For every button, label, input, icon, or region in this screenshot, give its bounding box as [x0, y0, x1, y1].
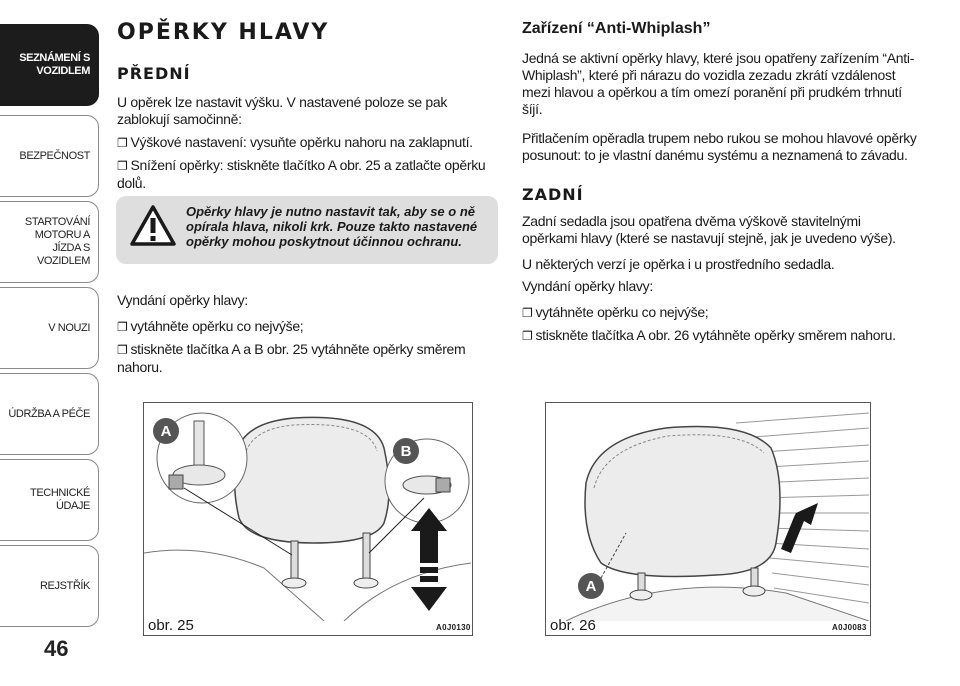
- label-a: A: [160, 423, 172, 440]
- anti-whiplash-para-1: Jedná se aktivní opěrky hlavy, které jsou opatřeny zařízením “Anti-Whiplash”, které při nárazu do vozidla zezadu zkrátí vzdálenost mezi hlavou a opěrkou a tím omezí poranění při prudkém trhnutí šíjí.: [522, 50, 915, 117]
- tab-label: TECHNICKÉ ÚDAJE: [30, 487, 90, 512]
- figure-26-code: A0J0083: [832, 623, 867, 632]
- figure-26: [545, 402, 871, 636]
- bullet-removal-front-2: ❐ stiskněte tlačítka A a B obr. 25 vytáhněte opěrky směrem nahoru.: [117, 341, 507, 376]
- tab-rejstrik[interactable]: [0, 545, 99, 627]
- rear-para-2: U některých verzí je opěrka i u prostředního sedadla.: [522, 256, 835, 272]
- label-b: B: [400, 443, 412, 460]
- tab-label: STARTOVÁNÍ MOTORU A JÍZDA S VOZIDLEM: [24, 216, 90, 267]
- intro-text: U opěrek lze nastavit výšku. V nastavené poloze se pak zablokují samočinně:: [117, 94, 448, 127]
- tab-startovani[interactable]: [0, 201, 99, 283]
- front-heading: PŘEDNÍ: [117, 64, 191, 83]
- tab-label: BEZPEČNOST: [19, 149, 90, 162]
- figure-25-code: A0J0130: [436, 623, 471, 632]
- figure-25-caption: obr. 25: [148, 617, 194, 634]
- tab-technicke-udaje[interactable]: [0, 459, 99, 541]
- anti-whiplash-heading: Zařízení “Anti-Whiplash”: [522, 20, 711, 37]
- rear-heading: ZADNÍ: [522, 185, 584, 204]
- tab-label: SEZNÁMENÍ S VOZIDLEM: [19, 52, 90, 77]
- rear-para-1: Zadní sedadla jsou opatřena dvěma výškově stavitelnými opěrkami hlavy (které se nastavují stejně, jak je uvedeno výše).: [522, 213, 896, 246]
- tab-seznameni[interactable]: [0, 24, 99, 106]
- page-number: 46: [44, 636, 69, 661]
- warning-text: Opěrky hlavy je nutno nastavit tak, aby se o ně opírala hlava, nikoli krk. Pouze takto nastavené opěrky mohou poskytnout účinnou ochranu.: [186, 204, 478, 249]
- tab-label: REJSTŘÍK: [40, 579, 90, 592]
- tab-v-nouzi[interactable]: [0, 287, 99, 369]
- label-a: A: [585, 578, 597, 595]
- headrest-rear-illustration: [546, 403, 869, 621]
- removal-title-rear: Vyndání opěrky hlavy:: [522, 278, 653, 294]
- warning-box: [116, 196, 498, 264]
- headrest-front-illustration: [144, 403, 471, 621]
- tab-udrzba[interactable]: [0, 373, 99, 455]
- tab-label: V NOUZI: [48, 321, 90, 334]
- bullet-adjust-2: ❐ Snížení opěrky: stiskněte tlačítko A obr. 25 a zatlačte opěrku dolů.: [117, 157, 507, 192]
- figure-26-caption: obr. 26: [550, 617, 596, 634]
- figure-25: [143, 402, 473, 636]
- tab-label: ÚDRŽBA A PÉČE: [8, 407, 90, 420]
- anti-whiplash-para-2: Přitlačením opěradla trupem nebo rukou se mohou hlavové opěrky posunout: to je vlastní danému systému a neznamená to závadu.: [522, 130, 917, 163]
- bullet-removal-rear-2: ❐ stiskněte tlačítka A obr. 26 vytáhněte opěrky směrem nahoru.: [522, 327, 917, 345]
- bullet-removal-rear-1: ❐ vytáhněte opěrku co nejvýše;: [522, 304, 708, 322]
- bullet-adjust-1: ❐ Výškové nastavení: vysuňte opěrku nahoru na zaklapnutí.: [117, 134, 497, 152]
- bullet-removal-front-1: ❐ vytáhněte opěrku co nejvýše;: [117, 318, 303, 336]
- warning-triangle-icon: [129, 204, 177, 248]
- tab-bezpecnost[interactable]: [0, 115, 99, 197]
- removal-title-front: Vyndání opěrky hlavy:: [117, 292, 248, 308]
- page-title: OPĚRKY HLAVY: [117, 20, 330, 45]
